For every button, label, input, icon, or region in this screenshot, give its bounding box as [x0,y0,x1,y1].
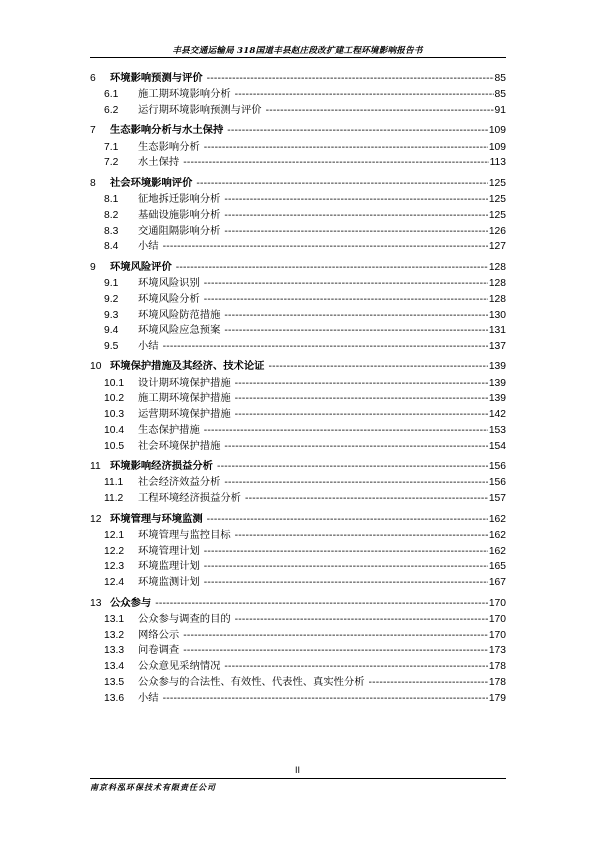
toc-chapter-entry[interactable] [90,176,506,192]
page-number: II [294,765,300,775]
toc-entry-number: 6.2 [104,104,119,116]
toc-entry-number: 13.5 [104,676,125,688]
toc-entry-page: 170 [488,597,506,609]
toc-entry-number: 12.3 [104,561,125,573]
toc-chapter-entry[interactable] [90,459,506,475]
toc-entry-title: 环境影响预测与评价 [110,73,203,84]
toc-chapter-entry[interactable] [90,512,506,528]
toc-entry-number: 10.1 [104,377,125,389]
toc-entry-page: 173 [488,645,506,657]
header-divider [90,57,506,58]
toc-dot-leader [224,439,487,455]
toc-entry-number: 12.2 [104,545,125,557]
toc-chapter-entry[interactable] [90,260,506,276]
toc-entry-page: 126 [488,225,506,237]
toc-entry-title: 生态影响分析 [138,141,200,153]
toc-dot-leader [155,596,488,612]
toc-section-entry[interactable] [90,192,506,208]
toc-entry-number: 11.1 [104,477,124,489]
toc-dot-leader [245,491,488,507]
toc-dot-leader [163,339,488,355]
toc-entry-number: 8.2 [104,209,119,221]
toc-entry-number: 13.6 [104,692,125,704]
toc-entry-page: 162 [488,513,506,525]
toc-section-entry[interactable] [90,391,506,407]
toc-dot-leader [227,123,488,139]
toc-entry-number: 9.2 [104,293,119,305]
toc-dot-leader [268,359,487,375]
toc-entry-page: 125 [488,209,506,221]
toc-dot-leader [235,612,488,628]
toc-entry-page: 131 [488,325,506,337]
toc-section-entry[interactable] [90,691,506,707]
toc-section-entry[interactable] [90,339,506,355]
toc-entry-title: 基础设施影响分析 [138,209,221,221]
toc-section-entry[interactable] [90,628,506,644]
toc-dot-leader [163,239,488,255]
toc-entry-title: 设计期环境保护措施 [138,377,231,389]
toc-entry-title: 公众参与的合法性、有效性、代表性、真实性分析 [138,676,365,688]
toc-section-entry[interactable] [90,239,506,255]
toc-dot-leader [204,423,488,439]
toc-dot-leader [204,559,488,575]
toc-entry-title: 小结 [138,341,159,353]
toc-entry-number: 7.1 [104,141,119,153]
toc-entry-number: 8.1 [104,193,119,205]
toc-entry-page: 170 [488,629,506,641]
toc-dot-leader [183,155,488,171]
toc-section-entry[interactable] [90,140,506,156]
toc-entry-number: 9.1 [104,277,119,289]
toc-section-entry[interactable] [90,376,506,392]
toc-entry-number: 9.3 [104,309,119,321]
toc-entry-page: 128 [488,261,506,273]
toc-entry-page: 162 [488,545,506,557]
toc-section-entry[interactable] [90,308,506,324]
toc-entry-page: 178 [488,661,506,673]
toc-entry-number: 10.2 [104,393,125,405]
toc-entry-page: 170 [488,613,506,625]
toc-dot-leader [224,208,487,224]
toc-entry-number: 9 [90,261,96,273]
toc-chapter-entry[interactable] [90,71,506,87]
toc-entry-title: 公众意见采纳情况 [138,661,221,673]
toc-entry-page: 128 [488,293,506,305]
toc-entry-number: 8.4 [104,241,119,253]
toc-entry-page: 85 [494,89,506,101]
toc-entry-number: 8.3 [104,225,119,237]
toc-entry-page: 153 [488,425,506,437]
toc-dot-leader [204,575,488,591]
toc-dot-leader [224,475,487,491]
toc-entry-page: 157 [488,493,506,505]
toc-dot-leader [369,675,488,691]
toc-section-entry[interactable] [90,276,506,292]
toc-entry-page: 125 [488,177,506,189]
toc-entry-title: 环境管理与监控目标 [138,529,231,541]
toc-section-entry[interactable] [90,87,506,103]
toc-section-entry[interactable] [90,407,506,423]
toc-section-entry[interactable] [90,643,506,659]
toc-entry-page: 179 [488,692,506,704]
toc-dot-leader [224,192,487,208]
toc-entry-number: 9.5 [104,341,119,353]
toc-entry-page: 127 [488,241,506,253]
toc-entry-number: 10.5 [104,440,125,452]
toc-entry-page: 113 [489,157,506,169]
toc-entry-number: 6.1 [104,89,119,101]
toc-entry-title: 社会环境保护措施 [138,440,221,452]
footer-company-name: 南京科泓环保技术有限责任公司 [90,782,216,792]
toc-entry-title: 环境管理与环境监测 [110,513,203,525]
toc-section-entry[interactable] [90,292,506,308]
toc-dot-leader [235,376,488,392]
toc-entry-title: 水土保持 [138,157,180,169]
toc-entry-title: 问卷调查 [138,645,180,657]
toc-entry-page: 137 [488,341,506,353]
toc-entry-title: 环境风险分析 [138,293,200,305]
toc-entry-number: 13.1 [104,613,125,625]
toc-dot-leader [204,140,488,156]
toc-entry-title: 环境监理计划 [138,561,200,573]
toc-dot-leader [224,224,487,240]
toc-dot-leader [204,292,488,308]
toc-entry-page: 130 [488,309,506,321]
toc-dot-leader [204,544,488,560]
toc-entry-title: 网络公示 [138,629,180,641]
toc-entry-title: 环境风险识别 [138,277,200,289]
toc-section-entry[interactable] [90,224,506,240]
toc-dot-leader [183,628,488,644]
toc-section-entry[interactable] [90,208,506,224]
toc-entry-title: 环境管理计划 [138,545,200,557]
toc-dot-leader [163,691,488,707]
toc-chapter-entry[interactable] [90,596,506,612]
toc-entry-title: 工程环境经济损益分析 [138,493,241,505]
toc-entry-number: 12.1 [104,529,125,541]
toc-entry-number: 11 [90,461,101,473]
toc-entry-page: 109 [488,125,506,137]
toc-entry-title: 环境风险防范措施 [138,309,221,321]
toc-entry-title: 环境风险应急预案 [138,325,221,337]
toc-entry-number: 7 [90,125,96,137]
toc-entry-title: 社会经济效益分析 [138,477,221,489]
toc-entry-page: 162 [488,529,506,541]
toc-dot-leader [196,176,487,192]
toc-entry-page: 139 [488,393,506,405]
toc-entry-title: 生态保护措施 [138,425,200,437]
toc-dot-leader [235,528,488,544]
toc-entry-title: 运行期环境影响预测与评价 [138,104,262,116]
toc-section-entry[interactable] [90,675,506,691]
toc-dot-leader [217,459,488,475]
toc-entry-number: 13.3 [104,645,125,657]
toc-entry-page: 178 [488,676,506,688]
toc-entry-title: 征地拆迁影响分析 [138,193,221,205]
toc-section-entry[interactable] [90,491,506,507]
toc-dot-leader [176,260,488,276]
toc-entry-page: 139 [488,361,506,373]
table-of-contents [90,71,506,707]
toc-entry-title: 小结 [138,241,159,253]
toc-entry-title: 交通阻隔影响分析 [138,225,221,237]
toc-section-entry[interactable] [90,544,506,560]
toc-section-entry[interactable] [90,439,506,455]
toc-entry-page: 156 [488,461,506,473]
toc-entry-number: 7.2 [104,157,119,169]
toc-entry-number: 10.3 [104,409,125,421]
toc-entry-title: 社会环境影响评价 [110,177,193,189]
toc-entry-title: 施工期环境保护措施 [138,393,231,405]
toc-entry-number: 13.4 [104,661,125,673]
toc-entry-title: 环境保护措施及其经济、技术论证 [110,361,265,373]
toc-entry-number: 8 [90,177,96,189]
toc-entry-number: 13.2 [104,629,125,641]
footer-divider [90,778,506,779]
toc-entry-title: 环境影响经济损益分析 [110,461,213,473]
toc-entry-number: 11.2 [104,493,124,505]
toc-section-entry[interactable] [90,659,506,675]
toc-entry-number: 10 [90,361,102,373]
toc-dot-leader [235,407,488,423]
toc-entry-page: 156 [488,477,506,489]
toc-dot-leader [266,103,494,119]
toc-entry-page: 109 [488,141,506,153]
toc-dot-leader [235,391,488,407]
toc-entry-number: 10.4 [104,425,125,437]
toc-entry-number: 12 [90,513,102,525]
toc-section-entry[interactable] [90,575,506,591]
toc-section-entry[interactable] [90,423,506,439]
toc-dot-leader [235,87,494,103]
toc-entry-title: 环境风险评价 [110,261,172,273]
toc-entry-title: 公众参与 [110,597,152,609]
toc-section-entry[interactable] [90,323,506,339]
toc-section-entry[interactable] [90,559,506,575]
toc-section-entry[interactable] [90,528,506,544]
toc-chapter-entry[interactable] [90,359,506,375]
toc-dot-leader [204,276,488,292]
toc-entry-title: 环境监测计划 [138,577,200,589]
toc-section-entry[interactable] [90,155,506,171]
toc-entry-page: 128 [488,277,506,289]
toc-chapter-entry[interactable] [90,123,506,139]
toc-section-entry[interactable] [90,612,506,628]
toc-entry-page: 167 [488,577,506,589]
toc-entry-title: 生态影响分析与水土保持 [110,125,224,137]
toc-entry-title: 运营期环境保护措施 [138,409,231,421]
toc-entry-title: 施工期环境影响分析 [138,89,231,101]
toc-entry-page: 165 [488,561,506,573]
toc-entry-title: 公众参与调查的目的 [138,613,231,625]
document-header-title: 丰县交通运输局 318国道丰县赵庄段改扩建工程环境影响报告书 [172,46,423,56]
toc-dot-leader [207,512,488,528]
toc-entry-page: 91 [494,104,506,116]
toc-entry-number: 9.4 [104,325,119,337]
toc-entry-page: 154 [488,440,506,452]
toc-dot-leader [207,71,494,87]
toc-dot-leader [224,308,487,324]
toc-dot-leader [183,643,488,659]
toc-entry-number: 13 [90,597,102,609]
toc-entry-page: 125 [488,193,506,205]
toc-dot-leader [224,323,487,339]
toc-entry-page: 142 [488,409,506,421]
toc-dot-leader [224,659,487,675]
toc-entry-number: 6 [90,73,96,84]
toc-section-entry[interactable] [90,475,506,491]
toc-section-entry[interactable] [90,103,506,119]
toc-entry-page: 85 [494,73,506,84]
toc-entry-title: 小结 [138,692,159,704]
toc-entry-page: 139 [488,377,506,389]
toc-entry-number: 12.4 [104,577,125,589]
